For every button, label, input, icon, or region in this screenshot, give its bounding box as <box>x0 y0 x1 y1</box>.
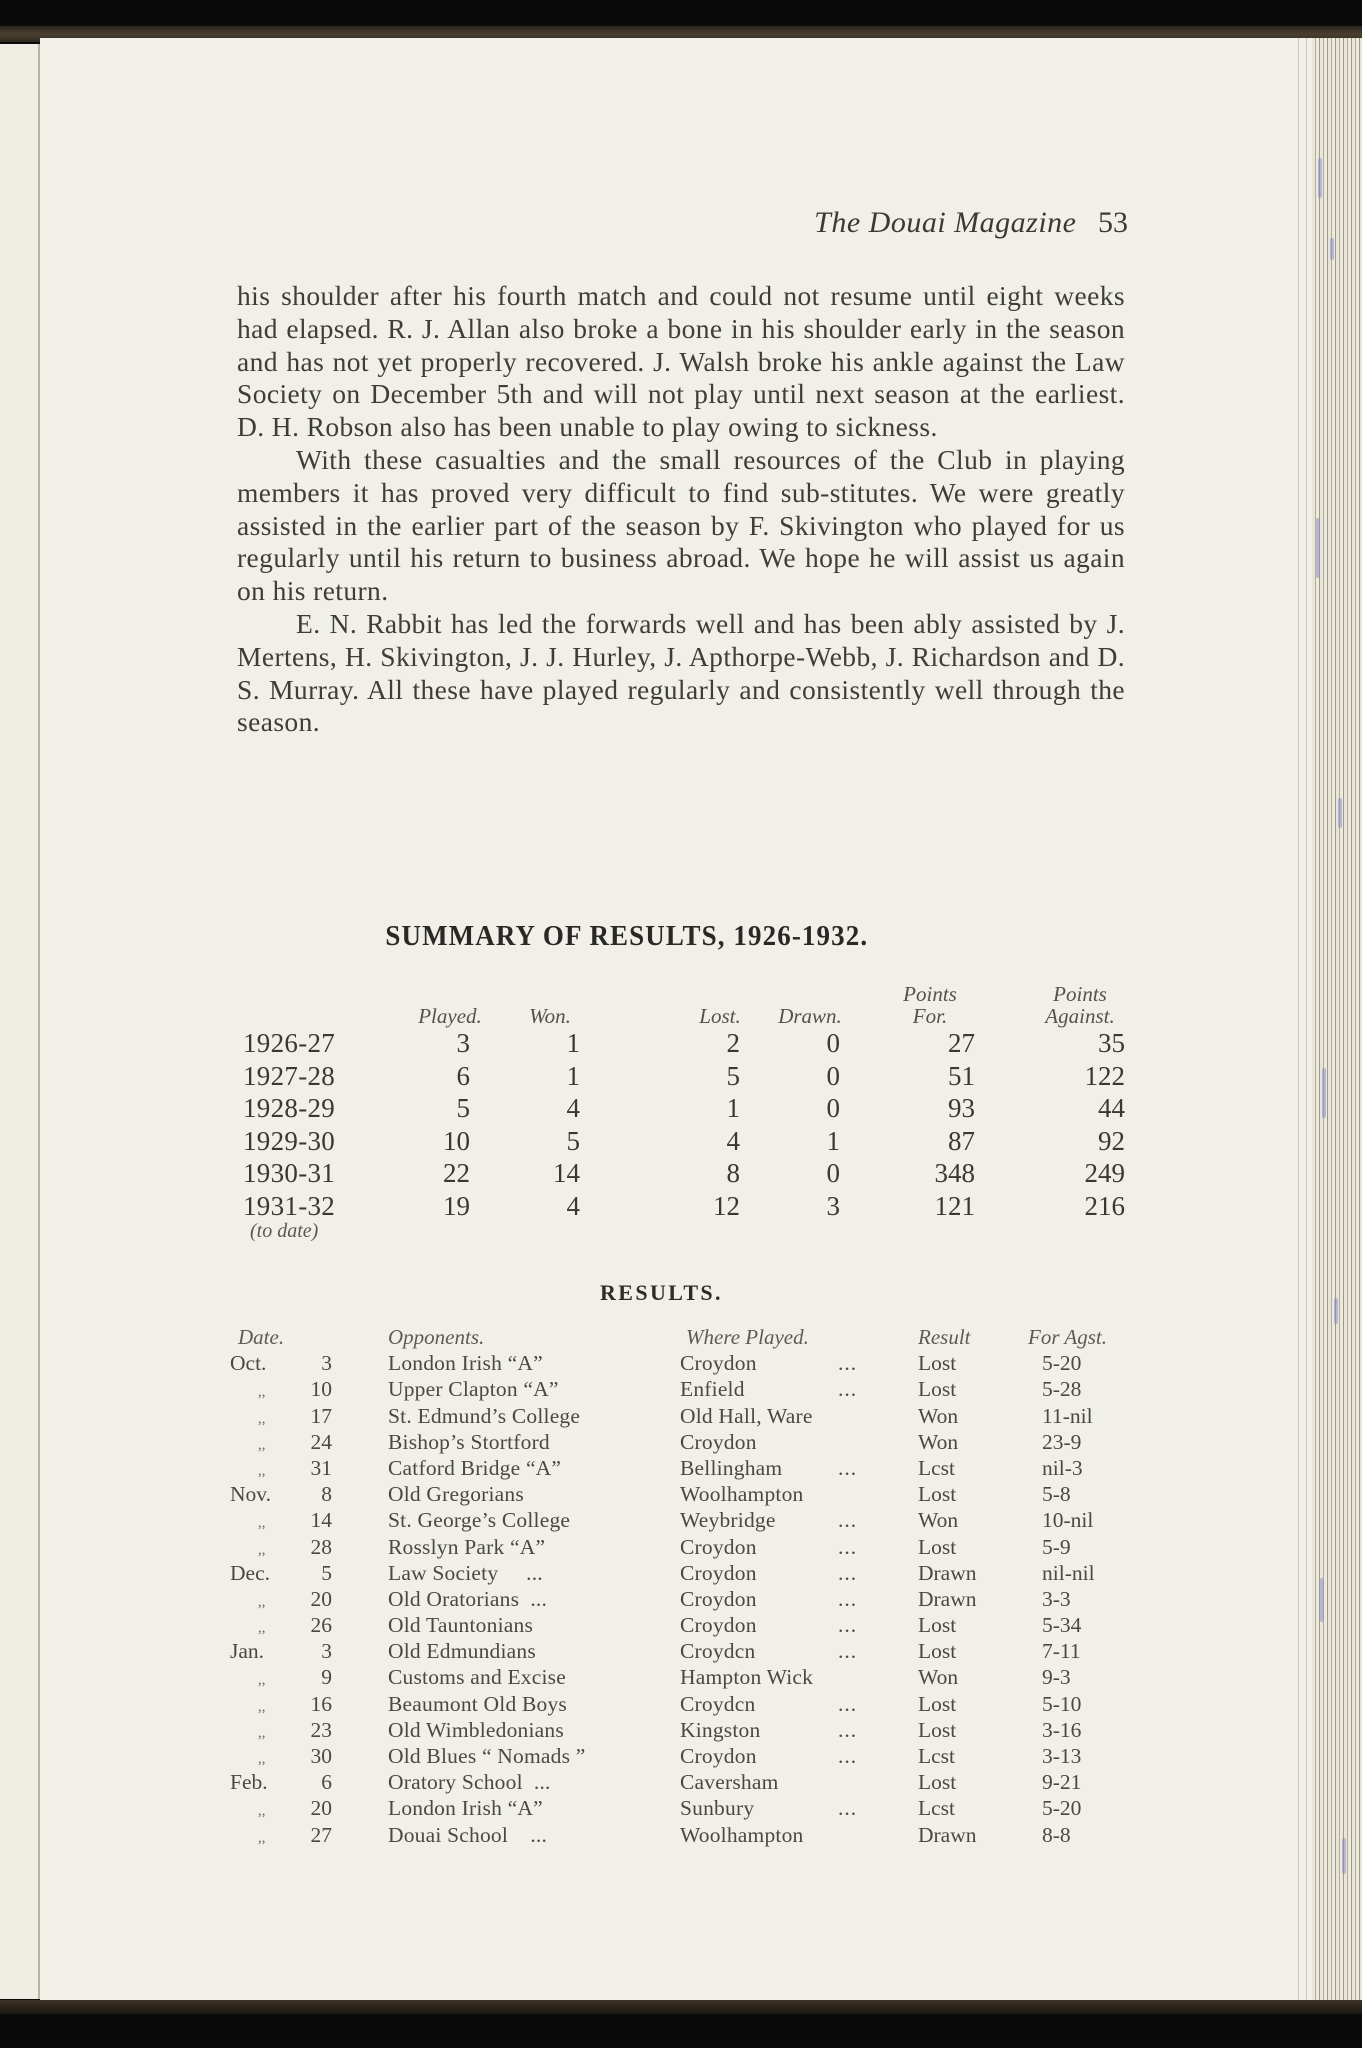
match-month: Oct. <box>230 1351 267 1376</box>
ink-stain <box>1342 1838 1346 1874</box>
points-for-value: 51 <box>948 1060 975 1091</box>
summary-row <box>240 1060 1160 1093</box>
summary-row <box>240 1125 1160 1158</box>
match-result: Lost <box>918 1770 957 1795</box>
opponent: Oratory School ... <box>388 1770 551 1795</box>
result-row <box>230 1638 1160 1664</box>
summary-header-row <box>240 975 1160 1027</box>
opponent: Beaumont Old Boys <box>388 1691 567 1716</box>
opponent: Old Oratorians ... <box>388 1586 548 1611</box>
match-score: nil-nil <box>1042 1560 1095 1585</box>
ditto-mark: ,, <box>258 1803 266 1820</box>
points-against-value: 92 <box>1098 1125 1125 1156</box>
won-value: 1 <box>566 1028 580 1058</box>
paragraph: E. N. Rabbit has led the forwards well and has been ably assisted by J. Mertens, H. Skivington, J. J. Hurley, J. Apthorpe-Webb, J. Richardson and D. S. Murray. All these have played regularly and consistently well through the season. <box>237 607 1125 738</box>
paragraph: his shoulder after his fourth match and could not resume until eight weeks had elapsed. R. J. Allan also broke a bone in his shoulder early in the season and has not yet properly recovered. J. Walsh broke his ankle against the Law Society on December 5th and will not play until next season at the earliest. D. H. Robson also has been unable to play owing to sickness. <box>237 280 1125 443</box>
points-for-value: 27 <box>948 1028 975 1058</box>
opponent: Douai School ... <box>388 1822 548 1847</box>
header-result: Result <box>918 1325 971 1349</box>
ink-stain <box>1330 238 1334 260</box>
points-against-value: 44 <box>1098 1093 1125 1123</box>
match-result: Lcst <box>918 1744 956 1768</box>
ditto-mark: ,, <box>258 1724 266 1741</box>
played-value: 19 <box>443 1190 470 1221</box>
venue: Weybridge <box>680 1508 776 1533</box>
ditto-mark: ,, <box>258 1541 266 1558</box>
match-score: 10-nil <box>1042 1508 1094 1533</box>
ink-stain <box>1318 158 1322 198</box>
points-for-value: 93 <box>948 1093 975 1123</box>
match-score: 5-20 <box>1042 1351 1082 1376</box>
played-value: 3 <box>456 1028 470 1058</box>
venue: Croydon <box>680 1351 757 1376</box>
venue: Croydcn <box>680 1691 756 1716</box>
match-score: 11-nil <box>1042 1403 1093 1428</box>
summary-row <box>240 1092 1160 1125</box>
result-row <box>230 1743 1160 1769</box>
match-score: 9-3 <box>1042 1665 1071 1690</box>
season: 1930-31 <box>243 1158 336 1188</box>
opponent: Catford Bridge “A” <box>388 1455 562 1480</box>
paragraph: With these casualties and the small resources of the Club in playing members it has proved very difficult to find sub-stitutes. We were greatly assisted in the earlier part of the season by F. Skivington who played for us regularly until his return to business abroad. We hope he will assist us again on his return. <box>237 443 1125 607</box>
played-value: 5 <box>456 1093 470 1123</box>
match-day: 20 <box>310 1586 332 1611</box>
ditto-mark: ,, <box>258 1410 266 1427</box>
summary-row <box>240 1157 1160 1190</box>
match-score: 5-28 <box>1042 1377 1082 1402</box>
venue: Woolhampton <box>680 1822 804 1847</box>
match-day: 6 <box>321 1770 332 1795</box>
points-for-value: 87 <box>948 1125 975 1156</box>
points-for-value: 121 <box>934 1190 975 1221</box>
venue: Croydon <box>680 1586 757 1611</box>
won-value: 5 <box>566 1125 580 1156</box>
points-against-value: 249 <box>1084 1158 1125 1188</box>
points-against-value: 216 <box>1084 1190 1125 1221</box>
drawn-value: 0 <box>826 1158 840 1188</box>
leader-dots: ... <box>838 1377 858 1402</box>
ditto-mark: ,, <box>258 1384 266 1401</box>
leader-dots: ... <box>838 1455 858 1480</box>
won-value: 4 <box>566 1190 580 1221</box>
match-score: 3-13 <box>1042 1744 1082 1768</box>
venue: Bellingham <box>680 1455 783 1480</box>
won-value: 1 <box>566 1060 580 1091</box>
match-result: Lost <box>918 1639 957 1664</box>
leader-dots: ... <box>838 1534 858 1559</box>
match-result: Lost <box>918 1351 957 1376</box>
match-score: 23-9 <box>1042 1429 1082 1454</box>
ink-stain <box>1320 1578 1324 1622</box>
result-row <box>230 1376 1160 1402</box>
lost-value: 5 <box>726 1060 740 1091</box>
points-for-value: 348 <box>934 1158 975 1188</box>
ditto-mark: ,, <box>258 1593 266 1610</box>
ditto-mark: ,, <box>258 1515 266 1532</box>
match-result: Lost <box>918 1717 957 1742</box>
opponent: Bishop’s Stortford <box>388 1429 550 1454</box>
leader-dots: ... <box>838 1586 858 1611</box>
ink-stain <box>1316 518 1320 578</box>
match-day: 9 <box>321 1665 332 1690</box>
points-against-value: 35 <box>1098 1028 1125 1058</box>
venue: Hampton Wick <box>680 1665 814 1690</box>
match-score: 5-20 <box>1042 1796 1082 1821</box>
venue: Croydon <box>680 1744 757 1768</box>
venue: Croydon <box>680 1534 757 1559</box>
header-where-played: Where Played. <box>686 1325 809 1349</box>
venue: Kingston <box>680 1717 761 1742</box>
match-result: Lost <box>918 1534 957 1559</box>
leader-dots: ... <box>838 1351 858 1376</box>
opponent: Old Gregorians <box>388 1482 524 1507</box>
opponent: Old Tauntonians <box>388 1613 534 1638</box>
summary-heading: SUMMARY OF RESULTS, 1926-1932. <box>385 920 869 952</box>
played-value: 10 <box>443 1125 470 1156</box>
opponent: Law Society ... <box>388 1560 543 1585</box>
drawn-value: 1 <box>826 1125 840 1156</box>
summary-row <box>240 1190 1160 1223</box>
match-result: Won <box>918 1665 959 1690</box>
header-for-against: For Agst. <box>1028 1325 1107 1349</box>
header-lost: Lost. <box>699 1004 741 1028</box>
match-score: 3-16 <box>1042 1717 1082 1742</box>
played-value: 6 <box>456 1060 470 1091</box>
venue: Enfield <box>680 1377 745 1402</box>
opponent: St. George’s College <box>388 1508 571 1533</box>
results-heading: RESULTS. <box>600 1280 723 1305</box>
header-points-for <box>890 983 970 1027</box>
opponent: Rosslyn Park “A” <box>388 1534 546 1559</box>
result-row <box>230 1507 1160 1533</box>
header-played: Played. <box>418 1004 482 1028</box>
lost-value: 1 <box>726 1093 740 1123</box>
match-day: 3 <box>321 1639 332 1664</box>
venue: Old Hall, Ware <box>680 1403 813 1428</box>
venue: Sunbury <box>680 1796 755 1821</box>
match-day: 31 <box>310 1455 332 1480</box>
match-month: Nov. <box>230 1482 272 1507</box>
header-points-against-line2: Against. <box>1045 1004 1115 1028</box>
season: 1931-32 <box>243 1190 336 1221</box>
venue: Croydon <box>680 1613 757 1638</box>
won-value: 14 <box>553 1158 580 1188</box>
leader-dots: ... <box>838 1796 858 1821</box>
result-row <box>230 1769 1160 1795</box>
match-score: 8-8 <box>1042 1822 1071 1847</box>
match-day: 24 <box>310 1429 332 1454</box>
match-score: nil-3 <box>1042 1455 1083 1480</box>
match-month: Dec. <box>230 1560 270 1585</box>
result-row <box>230 1403 1160 1429</box>
venue: Croydcn <box>680 1639 756 1664</box>
result-row <box>230 1481 1160 1507</box>
match-day: 14 <box>310 1508 332 1533</box>
match-score: 5-8 <box>1042 1482 1071 1507</box>
drawn-value: 0 <box>826 1060 840 1091</box>
ditto-mark: ,, <box>258 1829 266 1846</box>
drawn-value: 3 <box>826 1190 840 1221</box>
won-value: 4 <box>566 1093 580 1123</box>
result-row <box>230 1822 1160 1848</box>
opponent: London Irish “A” <box>388 1351 543 1376</box>
match-score: 7-11 <box>1042 1639 1081 1664</box>
results-table <box>230 1324 1160 1848</box>
running-head <box>760 206 1128 240</box>
header-drawn: Drawn. <box>778 1004 842 1028</box>
magazine-title: The Douai Magazine <box>814 206 1077 239</box>
header-date: Date. <box>238 1325 285 1349</box>
lost-value: 8 <box>726 1158 740 1188</box>
match-result: Lost <box>918 1377 957 1402</box>
match-day: 26 <box>310 1613 332 1638</box>
ditto-mark: ,, <box>258 1462 266 1479</box>
page-number: 53 <box>1098 206 1128 239</box>
match-score: 5-34 <box>1042 1613 1082 1638</box>
venue: Croydon <box>680 1560 757 1585</box>
result-row <box>230 1534 1160 1560</box>
match-day: 27 <box>310 1822 332 1847</box>
season: 1926-27 <box>243 1028 336 1058</box>
header-points-for-line2: For. <box>912 1004 948 1028</box>
ditto-mark: ,, <box>258 1672 266 1689</box>
opponent: Old Wimbledonians <box>388 1717 564 1742</box>
header-points-against-line1: Points <box>1053 982 1107 1006</box>
header-points-for-line1: Points <box>903 982 957 1006</box>
summary-row <box>240 1027 1160 1060</box>
ditto-mark: ,, <box>258 1698 266 1715</box>
lost-value: 4 <box>726 1125 740 1156</box>
result-row <box>230 1586 1160 1612</box>
result-row <box>230 1691 1160 1717</box>
match-result: Won <box>918 1508 959 1533</box>
result-row <box>230 1429 1160 1455</box>
leader-dots: ... <box>838 1717 858 1742</box>
season: 1928-29 <box>243 1093 336 1123</box>
result-row <box>230 1664 1160 1690</box>
summary-table <box>240 975 1160 1243</box>
opponent: London Irish “A” <box>388 1796 543 1821</box>
result-row <box>230 1560 1160 1586</box>
match-day: 5 <box>321 1560 332 1585</box>
ink-stain <box>1334 1298 1338 1324</box>
ink-stain <box>1338 798 1342 828</box>
lost-value: 12 <box>713 1190 740 1221</box>
season: 1927-28 <box>243 1060 336 1091</box>
leader-dots: ... <box>838 1560 858 1585</box>
match-month: Feb. <box>230 1770 268 1795</box>
header-won: Won. <box>529 1004 571 1028</box>
match-result: Lcst <box>918 1796 956 1821</box>
facing-page-edge <box>0 44 40 1999</box>
match-result: Lcst <box>918 1455 956 1480</box>
match-result: Lost <box>918 1691 957 1716</box>
match-result: Drawn <box>918 1822 977 1847</box>
match-day: 16 <box>310 1691 332 1716</box>
book-cover-bottom-edge <box>0 2000 1362 2014</box>
match-result: Drawn <box>918 1586 977 1611</box>
result-row <box>230 1350 1160 1376</box>
match-result: Lost <box>918 1613 957 1638</box>
drawn-value: 0 <box>826 1093 840 1123</box>
match-day: 30 <box>310 1744 332 1768</box>
header-points-against <box>1020 983 1140 1027</box>
match-day: 8 <box>321 1482 332 1507</box>
page-edge-line <box>1306 38 1307 2000</box>
match-result: Won <box>918 1403 959 1428</box>
opponent: Old Edmundians <box>388 1639 536 1664</box>
result-row <box>230 1455 1160 1481</box>
result-row <box>230 1612 1160 1638</box>
played-value: 22 <box>443 1158 470 1188</box>
article-body <box>237 280 1125 739</box>
match-day: 17 <box>310 1403 332 1428</box>
header-opponents: Opponents. <box>388 1325 485 1349</box>
results-header-row <box>230 1324 1160 1350</box>
lost-value: 2 <box>726 1028 740 1058</box>
venue: Croydon <box>680 1429 757 1454</box>
match-score: 3-3 <box>1042 1586 1071 1611</box>
match-day: 20 <box>310 1796 332 1821</box>
leader-dots: ... <box>838 1508 858 1533</box>
match-result: Lost <box>918 1482 957 1507</box>
to-date-note: (to date) <box>250 1220 319 1242</box>
ditto-mark: ,, <box>258 1620 266 1637</box>
match-score: 5-10 <box>1042 1691 1082 1716</box>
match-result: Drawn <box>918 1560 977 1585</box>
page-edge-line <box>1298 38 1299 2000</box>
opponent: Customs and Excise <box>388 1665 566 1690</box>
page-stack-edge <box>1312 38 1362 2000</box>
opponent: St. Edmund’s College <box>388 1403 581 1428</box>
ink-stain <box>1322 1068 1326 1118</box>
venue: Woolhampton <box>680 1482 804 1507</box>
ditto-mark: ,, <box>258 1751 266 1767</box>
match-day: 3 <box>321 1351 332 1376</box>
leader-dots: ... <box>838 1691 858 1716</box>
match-day: 10 <box>310 1377 332 1402</box>
match-score: 5-9 <box>1042 1534 1071 1559</box>
result-row <box>230 1717 1160 1743</box>
opponent: Old Blues “ Nomads ” <box>388 1744 586 1768</box>
result-row <box>230 1795 1160 1821</box>
match-day: 23 <box>310 1717 332 1742</box>
match-score: 9-21 <box>1042 1770 1082 1795</box>
drawn-value: 0 <box>826 1028 840 1058</box>
match-result: Won <box>918 1429 959 1454</box>
match-day: 28 <box>310 1534 332 1559</box>
points-against-value: 122 <box>1084 1060 1125 1091</box>
venue: Caversham <box>680 1770 779 1795</box>
leader-dots: ... <box>838 1744 858 1768</box>
season: 1929-30 <box>243 1125 336 1156</box>
leader-dots: ... <box>838 1639 858 1664</box>
opponent: Upper Clapton “A” <box>388 1377 559 1402</box>
ditto-mark: ,, <box>258 1436 266 1453</box>
leader-dots: ... <box>838 1613 858 1638</box>
match-month: Jan. <box>230 1639 265 1664</box>
